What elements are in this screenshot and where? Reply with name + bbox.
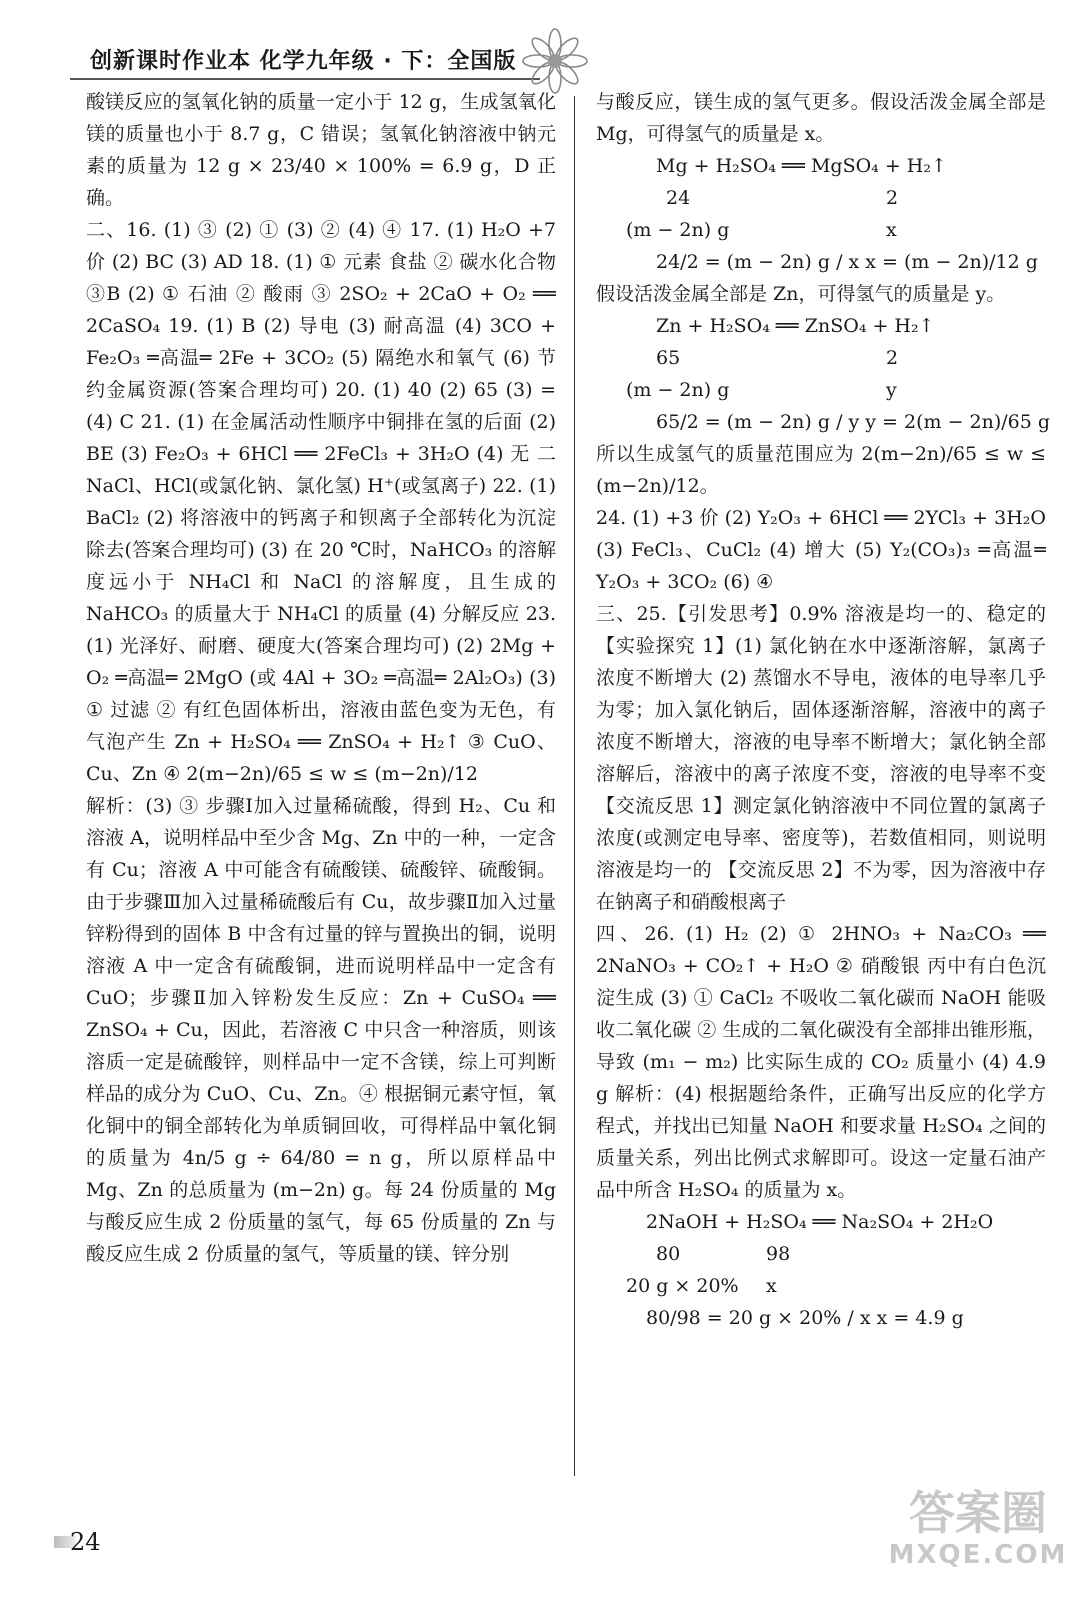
- naoh-ratio: 80/98 = 20 g × 20% / x x = 4.9 g: [646, 1307, 964, 1329]
- paragraph-q26: 四、26. (1) H₂ (2) ① 2HNO₃ + Na₂CO₃ ══ 2NaNO₃ + CO₂↑ + H₂O ② 硝酸银 丙中有白色沉淀生成 (3) ① CaCl₂ 不吸收二氧化碳而 NaOH 能吸收二氧化碳 ② 生成的二氧化碳没有全部排出锥形瓶，导致 (m₁ − m₂) 比实际生成的 CO₂ 质量小 (4) 4.9 g 解析：(4) 根据题给条件，正确写出反应的化学方程式，并找出已知量 NaOH 和要求量 H₂SO₄ 之间的质量关系，列出比例式求解即可。设这一定量石油产品中所含 H₂SO₄ 的质量为 x。: [596, 923, 1046, 1201]
- paragraph-zn-intro: 假设活泼金属全部是 Zn，可得氢气的质量是 y。: [596, 283, 1006, 305]
- naoh-row1: [596, 1238, 1046, 1270]
- watermark-bottom: MXQE.COM: [888, 1540, 1068, 1570]
- zn-row1: [596, 342, 1046, 374]
- mg-row2: [596, 214, 1046, 246]
- header-rule: [70, 78, 540, 80]
- page-header-title: 创新课时作业本 化学九年级 · 下：全国版: [90, 49, 517, 74]
- mg-row1: [596, 182, 1046, 214]
- mg-row2-right: x: [886, 219, 897, 241]
- naoh-row1-left: 80: [656, 1243, 681, 1265]
- paragraph-q24: 24. (1) +3 价 (2) Y₂O₃ + 6HCl ══ 2YCl₃ + 3H₂O (3) FeCl₃、CuCl₂ (4) 增大 (5) Y₂(CO₃)₃ ═高温═ Y₂O₃ + 3CO₂ (6) ④: [596, 507, 1046, 593]
- zn-row2: [596, 374, 1046, 406]
- watermark-logo: [888, 1486, 1068, 1586]
- naoh-row1-right: 98: [766, 1243, 791, 1265]
- left-column: [86, 86, 556, 1270]
- naoh-equation: 2NaOH + H₂SO₄ ══ Na₂SO₄ + 2H₂O: [646, 1211, 994, 1233]
- naoh-row2: [596, 1270, 1046, 1302]
- paragraph-range: 所以生成氢气的质量范围应为 2(m−2n)/65 ≤ w ≤ (m−2n)/12。: [596, 443, 1046, 497]
- zn-row2-right: y: [886, 379, 897, 401]
- mg-ratio: 24/2 = (m − 2n) g / x x = (m − 2n)/12 g: [656, 251, 1038, 273]
- page-number: 24: [70, 1528, 101, 1556]
- naoh-row2-right: x: [766, 1275, 777, 1297]
- mg-row2-left: (m − 2n) g: [626, 219, 730, 241]
- naoh-row2-left: 20 g × 20%: [626, 1275, 739, 1297]
- paragraph-q25: 三、25.【引发思考】0.9% 溶液是均一的、稳定的 【实验探究 1】(1) 氯化钠在水中逐渐溶解，氯离子浓度不断增大 (2) 蒸馏水不导电，液体的电导率几乎为零；加入氯化钠后，固体逐渐溶解，溶液中的离子浓度不断增大，溶液的电导率不断增大；氯化钠全部溶解后，溶液中的离子浓度不变，溶液的电导率不变 【交流反思 1】测定氯化钠溶液中不同位置的氯离子浓度(或测定电导率、密度等)，若数值相同，则说明溶液是均一的 【交流反思 2】不为零，因为溶液中存在钠离子和硝酸根离子: [596, 603, 1046, 913]
- column-divider: [574, 96, 575, 1476]
- zn-row1-right: 2: [886, 347, 899, 369]
- zn-equation: Zn + H₂SO₄ ══ ZnSO₄ + H₂↑: [656, 315, 935, 337]
- mg-equation: Mg + H₂SO₄ ══ MgSO₄ + H₂↑: [656, 155, 947, 177]
- mg-row1-right: 2: [886, 187, 899, 209]
- watermark-top: 答案圈: [909, 1486, 1047, 1540]
- zn-ratio: 65/2 = (m − 2n) g / y y = 2(m − 2n)/65 g: [656, 411, 1051, 433]
- zn-row1-left: 65: [656, 347, 681, 369]
- mg-row1-left: 24: [666, 187, 691, 209]
- paragraph-analysis-23: 解析：(3) ③ 步骤Ⅰ加入过量稀硫酸，得到 H₂、Cu 和溶液 A，说明样品中至少含 Mg、Zn 中的一种，一定含有 Cu；溶液 A 中可能含有硫酸镁、硫酸锌、硫酸铜。由于步骤Ⅲ加入过量稀硫酸后有 Cu，故步骤Ⅱ加入过量锌粉得到的固体 B 中含有过量的锌与置换出的铜，说明溶液 A 中一定含有硫酸铜，进而说明样品中一定含有 CuO；步骤Ⅱ加入锌粉发生反应：Zn + CuSO₄ ══ ZnSO₄ + Cu，因此，若溶液 C 中只含一种溶质，则该溶质一定是硫酸锌，则样品中一定不含镁，综上可判断样品的成分为 CuO、Cu、Zn。④ 根据铜元素守恒，氧化铜中的铜全部转化为单质铜回收，可得样品中氧化铜的质量为 4n/5 g ÷ 64/80 = n g，所以原样品中 Mg、Zn 的总质量为 (m−2n) g。每 24 份质量的 Mg 与酸反应生成 2 份质量的氢气，每 65 份质量的 Zn 与酸反应生成 2 份质量的氢气，等质量的镁、锌分别: [86, 795, 556, 1265]
- paragraph-q15-tail: 酸镁反应的氢氧化钠的质量一定小于 12 g，生成氢氧化镁的质量也小于 8.7 g，C 错误；氢氧化钠溶液中钠元素的质量为 12 g × 23/40 × 100% = 6.9 g，D 正确。: [86, 91, 556, 209]
- zn-row2-left: (m − 2n) g: [626, 379, 730, 401]
- right-column: [596, 86, 1051, 1334]
- paragraph-mg-intro: 与酸反应，镁生成的氢气更多。假设活泼金属全部是 Mg，可得氢气的质量是 x。: [596, 91, 1046, 145]
- paragraph-answers-16-23: 二、16. (1) ③ (2) ① (3) ② (4) ④ 17. (1) H₂O +7 价 (2) BC (3) AD 18. (1) ① 元素 食盐 ② 碳水化合物 ③B (2) ① 石油 ② 酸雨 ③ 2SO₂ + 2CaO + O₂ ══ 2CaSO₄ 19. (1) B (2) 导电 (3) 耐高温 (4) 3CO + Fe₂O₃ ═高温═ 2Fe + 3CO₂ (5) 隔绝水和氧气 (6) 节约金属资源(答案合理均可) 20. (1) 40 (2) 65 (3) = (4) C 21. (1) 在金属活动性顺序中铜排在氢的后面 (2) BE (3) Fe₂O₃ + 6HCl ══ 2FeCl₃ + 3H₂O (4) 无 二 NaCl、HCl(或氯化钠、氯化氢) H⁺(或氢离子) 22. (1) BaCl₂ (2) 将溶液中的钙离子和钡离子全部转化为沉淀除去(答案合理均可) (3) 在 20 ℃时，NaHCO₃ 的溶解度远小于 NH₄Cl 和 NaCl 的溶解度，且生成的 NaHCO₃ 的质量大于 NH₄Cl 的质量 (4) 分解反应 23. (1) 光泽好、耐磨、硬度大(答案合理均可) (2) 2Mg + O₂ ═高温═ 2MgO (或 4Al + 3O₂ ═高温═ 2Al₂O₃) (3) ① 过滤 ② 有红色固体析出，溶液由蓝色变为无色，有气泡产生 Zn + H₂SO₄ ══ ZnSO₄ + H₂↑ ③ CuO、Cu、Zn ④ 2(m−2n)/65 ≤ w ≤ (m−2n)/12: [86, 219, 556, 785]
